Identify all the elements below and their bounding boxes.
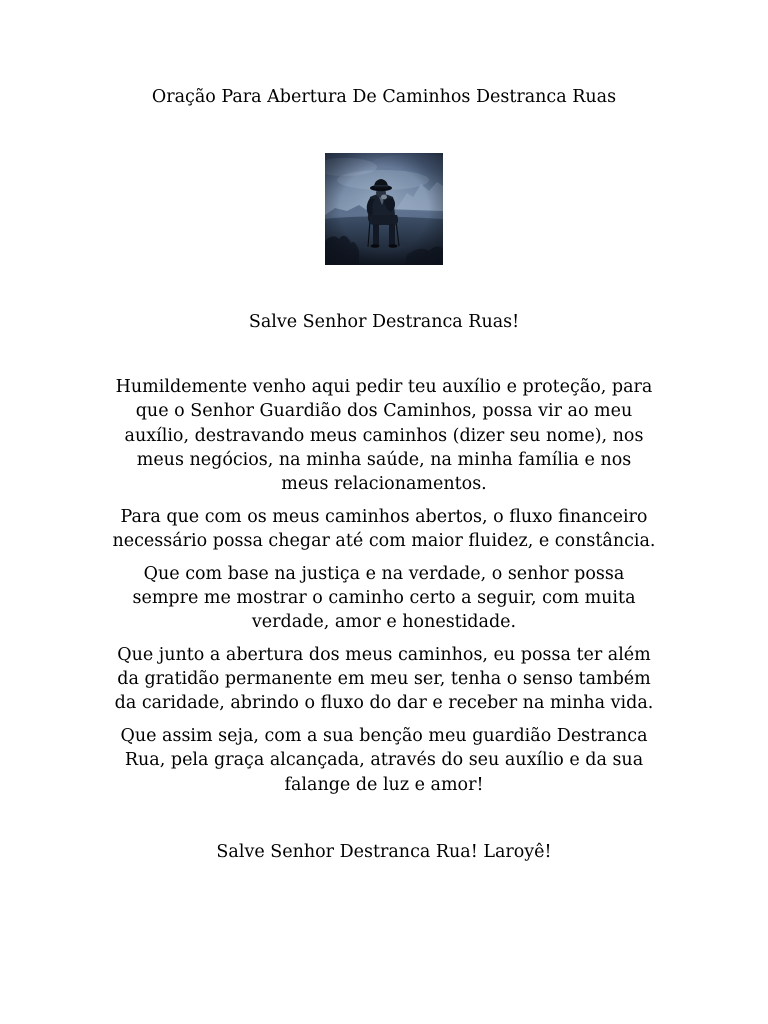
paragraph-3 <box>0 562 768 635</box>
paragraph-line: Rua, pela graça alcançada, através do seu auxílio e da sua <box>124 750 644 771</box>
paragraph-line: auxílio, destravando meus caminhos (dizer seu nome), nos <box>124 425 644 446</box>
paragraph-line: meus negócios, na minha saúde, na minha família e nos <box>136 449 632 470</box>
prayer-body <box>0 375 768 805</box>
paragraph-line: sempre me mostrar o caminho certo a seguir, com muita <box>132 587 636 608</box>
paragraph-line: Que junto a abertura dos meus caminhos, eu possa ter além <box>117 644 651 665</box>
paragraph-line: da caridade, abrindo o fluxo do dar e receber na minha vida. <box>114 693 654 714</box>
paragraph-line: necessário possa chegar até com maior fluidez, e constância. <box>112 531 656 552</box>
paragraph-line: Para que com os meus caminhos abertos, o fluxo financeiro <box>120 506 648 527</box>
paragraph-5 <box>0 724 768 797</box>
photo-man-in-hat <box>325 153 443 265</box>
paragraph-line: Humildemente venho aqui pedir teu auxílio e proteção, para <box>115 377 653 397</box>
paragraph-2 <box>0 505 768 554</box>
paragraph-line: verdade, amor e honestidade. <box>251 612 517 633</box>
paragraph-line: falange de luz e amor! <box>284 774 484 795</box>
paragraph-1 <box>0 375 768 496</box>
paragraph-line: meus relacionamentos. <box>281 474 487 495</box>
salutation: Salve Senhor Destranca Ruas! <box>248 312 520 332</box>
paragraph-line: que o Senhor Guardião dos Caminhos, possa vir ao meu <box>135 401 633 422</box>
document-title: Oração Para Abertura De Caminhos Destranca Ruas <box>151 87 617 107</box>
closing-salutation: Salve Senhor Destranca Rua! Laroyê! <box>216 842 552 862</box>
paragraph-line: Que com base na justiça e na verdade, o senhor possa <box>143 563 625 584</box>
paragraph-line: Que assim seja, com a sua benção meu guardião Destranca <box>120 726 648 747</box>
paragraph-line: da gratidão permanente em meu ser, tenha o senso também <box>117 669 651 690</box>
paragraph-4 <box>0 643 768 716</box>
